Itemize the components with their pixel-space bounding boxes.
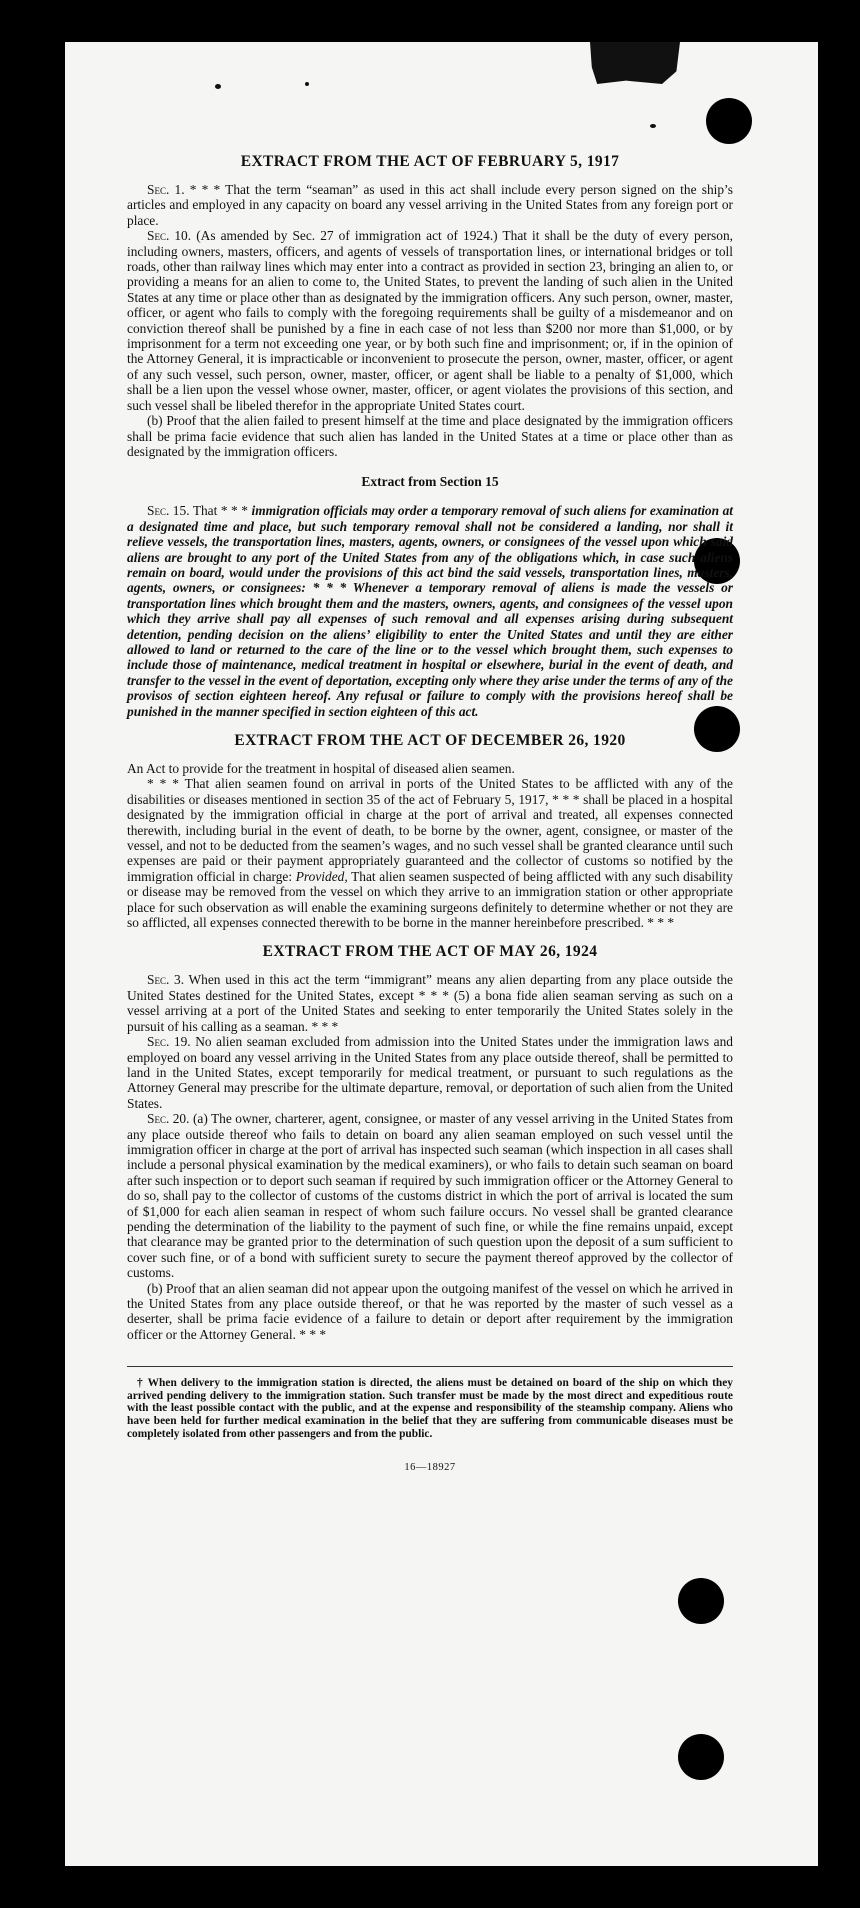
section-text: No alien seaman excluded from admission into the United States under the immigration laws and employed on board any vessel arriving in the United States from any place outside thereof, shall be permitted to land in the United States, except temporarily for medical treatment, or pursuant to such regulations as the Attorney General may prescribe for the ultimate departure, removal, or deportation of such alien from the United States. <box>127 1034 733 1111</box>
paragraph-act-1920 <box>127 776 733 930</box>
form-number: 16—18927 <box>404 1462 456 1474</box>
section-text: * * * That alien seamen found on arrival in ports of the United States to be afflicted with any of the disabilities or diseases mentioned in section 35 of the act of February 5, 1917, * * * shall be placed in a hospital designated by the immigration official in charge at the port of arrival and treated, all expenses connected therewith, including burial in the event of death, to be borne by the owner, agent, consignee, or master of the vessel, and not to be deducted from the seamen’s wages, and no such vessel shall be granted clearance until such expenses are paid or their payment appropriately guaranteed and the collector of customs so notified by the immigration official in charge: <box>127 776 733 884</box>
paragraph-sec-10b: (b) Proof that the alien failed to present himself at the time and place designated by the immigration officers shall be prima facie evidence that such alien has landed in the United States at a time or place other than as designated by the immigration officers. <box>127 413 733 459</box>
heading-act-1920: EXTRACT FROM THE ACT OF DECEMBER 26, 1920 <box>234 732 626 749</box>
section-label: Sec. 15. <box>147 503 190 519</box>
section-label: Sec. 20. <box>147 1111 190 1127</box>
heading-section-15: Extract from Section 15 <box>361 474 499 490</box>
section-text: (a) The owner, charterer, agent, consignee, or master of any vessel arriving in the United States from any place outside thereof who fails to detain on board any alien seaman employed on such vessel until the immigration officer in charge at the port of arrival has inspected such seaman (which inspection in all cases shall include a personal physical examination by the medical examiners), or who fails to detain such seaman on board after such inspection or to deport such seaman if required by such immigration officer or the Attorney General to do so, shall pay to the collector of customs of the customs district in which the port of arrival is located the sum of $1,000 for each alien seaman in respect of whom such failure occurs. No vessel shall be granted clearance pending the determination of the liability to the payment of such fine, or while the fine remains unpaid, except that clearance may be granted prior to the determination of such question upon the deposit of a sum sufficient to cover such fine, or of a bond with sufficient surety to secure the payment thereof approved by the collector of customs. <box>127 1111 733 1281</box>
section-text: (As amended by Sec. 27 of immigration act of 1924.) That it shall be the duty of every person, including owners, masters, officers, and agents of vessels of transportation lines, or international bridges or toll roads, other than railway lines which may enter into a contract as provided in section 23, bringing an alien to, or providing a means for an alien to come to, the United States, to prevent the landing of such alien in the United States at any time or place other than as designated by the immigration officers. Any such person, owner, master, officer, or agent who fails to comply with the foregoing requirements shall be guilty of a misdemeanor and on conviction thereof shall be punished by a fine in each case of not less than $200 nor more than $1,000, or by imprisonment for a term not exceeding one year, or by both such fine and imprisonment; or, if in the opinion of the Attorney General, it is impracticable or inconvenient to prosecute the person, owner, master, officer, or agent of any such vessel, such person, owner, master, officer, or agent shall be liable to a penalty of $1,000, which shall be a lien upon the vessel whose owner, master, officer, or agent violates the provisions of this section, and such vessel shall be libeled therefor in the appropriate United States court. <box>127 228 733 413</box>
torn-corner <box>590 42 680 84</box>
section-text: * * * That the term “seaman” as used in this act shall include every person signed on the ship’s articles and employed in any capacity on board any vessel arriving in the United States from any foreign port or place. <box>127 182 733 228</box>
ink-speck <box>215 84 221 89</box>
provided-term: Provided, <box>295 868 348 884</box>
heading-act-1917: EXTRACT FROM THE ACT OF FEBRUARY 5, 1917 <box>240 153 620 170</box>
ink-speck <box>305 82 309 86</box>
paragraph-sec-10 <box>127 228 733 413</box>
punch-hole <box>678 1578 724 1624</box>
act-1920-title: An Act to provide for the treatment in hospital of diseased alien seamen. <box>127 761 515 776</box>
footnote-divider <box>127 1366 733 1367</box>
ink-speck <box>650 124 656 128</box>
section-label: Sec. 19. <box>147 1034 191 1050</box>
punch-hole <box>678 1734 724 1780</box>
section-lead: That * * * <box>192 503 248 519</box>
paragraph-sec-1 <box>127 182 733 228</box>
paragraph-sec-20b: (b) Proof that an alien seaman did not appear upon the outgoing manifest of the vessel on which he arrived in the United States from any place outside thereof, or that he was reported by the master of such vessel as a deserter, shall be prima facie evidence of a failure to detain or deport after requirement by the immigration officer or the Attorney General. * * * <box>127 1280 733 1342</box>
punch-hole <box>706 98 752 144</box>
document-body <box>127 152 733 1473</box>
paragraph-sec-19 <box>127 1034 733 1111</box>
paragraph-sec-3 <box>127 972 733 1034</box>
section-label: Sec. 10. <box>147 228 192 244</box>
footnote <box>127 1377 733 1440</box>
section-text: immigration officials may order a temporary removal of such aliens for examination at a designated time and place, but such temporary removal shall not be considered a landing, nor shall it relieve vessels, the transportation lines, masters, agents, owners, or consignees of the vessel upon which said aliens are brought to any port of the United States from any of the obligations which, in case such aliens remain on board, would under the provisions of this act bind the said vessels, transportation lines, masters, agents, owners, or consignees: * * * Whenever a temporary removal of aliens is made the vessels or transportation lines which brought them and the masters, owners, agents, and consignees of the vessel upon which they arrive shall pay all expenses of such removal and all expenses arising during subsequent detention, pending decision on the aliens’ eligibility to enter the United States and until they are either allowed to land or returned to the care of the line or to the vessel which brought them, such expenses to include those of maintenance, medical treatment in hospital or elsewhere, burial in the event of death, and transfer to the vessel in the event of deportation, excepting only where they arise under the terms of any of the provisos of section eighteen hereof. Any refusal or failure to comply with the provisions hereof shall be punished in the manner specified in section eighteen of this act. <box>127 503 733 719</box>
heading-act-1924: EXTRACT FROM THE ACT OF MAY 26, 1924 <box>262 943 598 961</box>
paragraph-sec-15 <box>127 503 733 719</box>
section-label: Sec. 3. <box>147 972 185 988</box>
section-text: That alien seamen suspected of being afflicted with any such disability or disease may be removed from the vessel on which they arrive to an immigration station or other appropriate place for such observation as will enable the examining surgeons definitely to determine whether or not they are so afflicted, all expenses connected therewith to be borne in the manner hereinbefore prescribed. * * * <box>127 868 734 931</box>
section-label: Sec. 1. <box>147 182 185 197</box>
paragraph-sec-20 <box>127 1111 733 1280</box>
footnote-text: † When delivery to the immigration station is directed, the aliens must be detained on board of the ship on which they arrived pending delivery to the immigration station. Such transfer must be made by the most direct and expeditious route with the least possible contact with the public, and at the expense and responsibility of the steamship company. Aliens who have been held for further medical examination in the belief that they are suffering from communicable diseases must be completely isolated from other passengers and from the public. <box>127 1377 733 1440</box>
section-text: When used in this act the term “immigrant” means any alien departing from any place outside the United States destined for the United States, except * * * (5) a bona fide alien seaman serving as such on a vessel arriving at a port of the United States and seeking to enter temporarily the United States solely in the pursuit of his calling as a seaman. * * * <box>127 972 733 1034</box>
